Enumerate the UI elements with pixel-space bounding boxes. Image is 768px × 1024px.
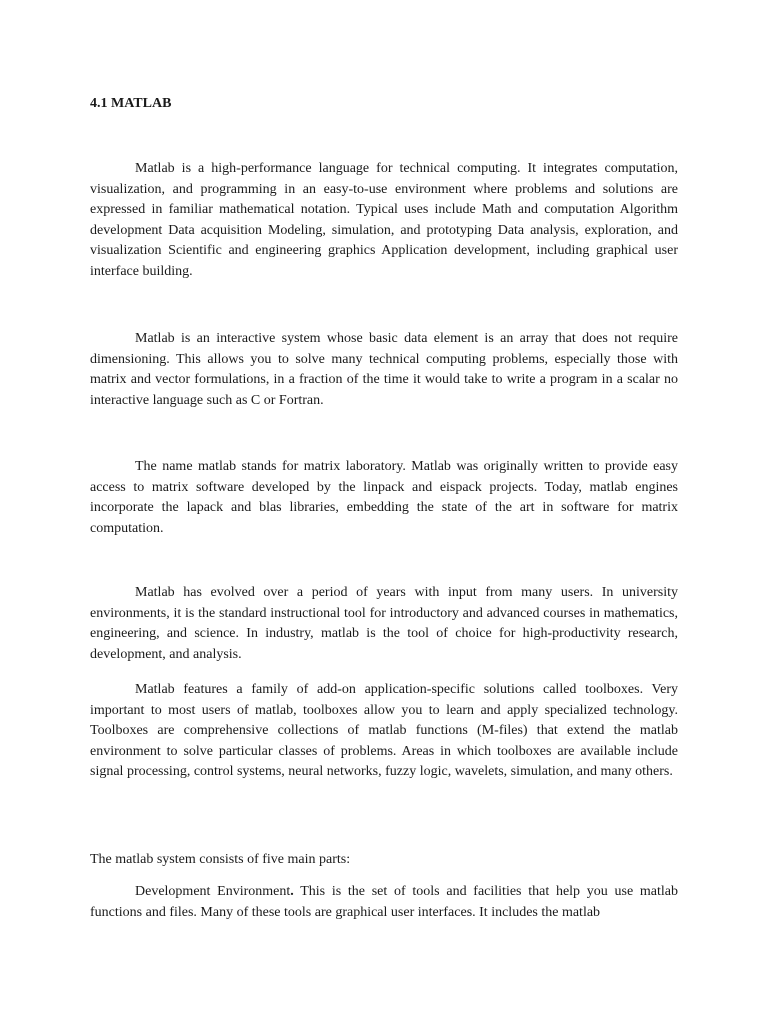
paragraph-interactive-system: Matlab is an interactive system whose basic data element is an array that does not require dimensioning. This allows you to solve many technical computing problems, especially those with matrix and vector formulations, in a fraction of the time it would take to write a program in a scalar no interactive language such as C or Fortran.	[90, 331, 678, 408]
paragraph-toolboxes: Matlab features a family of add-on application-specific solutions called toolboxes. Very important to most users of matlab, toolboxes allow you to learn and apply specialized technology. Toolboxes are comprehensive collections of matlab functions (M-files) that extend the matlab environment to solve particular classes of problems. Areas in which toolboxes are available include signal processing, control systems, neural networks, fuzzy logic, wavelets, simulation, and many others.	[90, 682, 678, 779]
paragraph-system-parts-intro: The matlab system consists of five main parts:	[90, 852, 351, 867]
term-development-environment: Development Environment	[135, 884, 291, 899]
term-period: .	[290, 884, 294, 899]
paragraph-overview: Matlab is a high-performance language for technical computing. It integrates computation, visualization, and programming in an easy-to-use environment where problems and solutions are expressed in familiar mathematical notation. Typical uses include Math and computation Algorithm development Data acquisition Modeling, simulation, and prototyping Data analysis, exploration, and visualization Scientific and engineering graphics Application development, including graphical user interface building.	[90, 161, 678, 279]
section-heading: 4.1 MATLAB	[90, 96, 172, 111]
paragraph-name-origin: The name matlab stands for matrix laboratory. Matlab was originally written to provide easy access to matrix software developed by the linpack and eispack projects. Today, matlab engines incorporate the lapack and blas libraries, embedding the state of the art in software for matrix computation.	[90, 459, 678, 536]
paragraph-evolution: Matlab has evolved over a period of years with input from many users. In university environments, it is the standard instructional tool for introductory and advanced courses in mathematics, engineering, and science. In industry, matlab is the tool of choice for high-productivity research, development, and analysis.	[90, 585, 678, 662]
development-environment-text: This is the set of tools and facilities that help you use matlab functions and files. Many of these tools are graphical user interfaces. It includes the matlab	[90, 884, 678, 920]
paragraph-development-environment	[90, 882, 678, 923]
